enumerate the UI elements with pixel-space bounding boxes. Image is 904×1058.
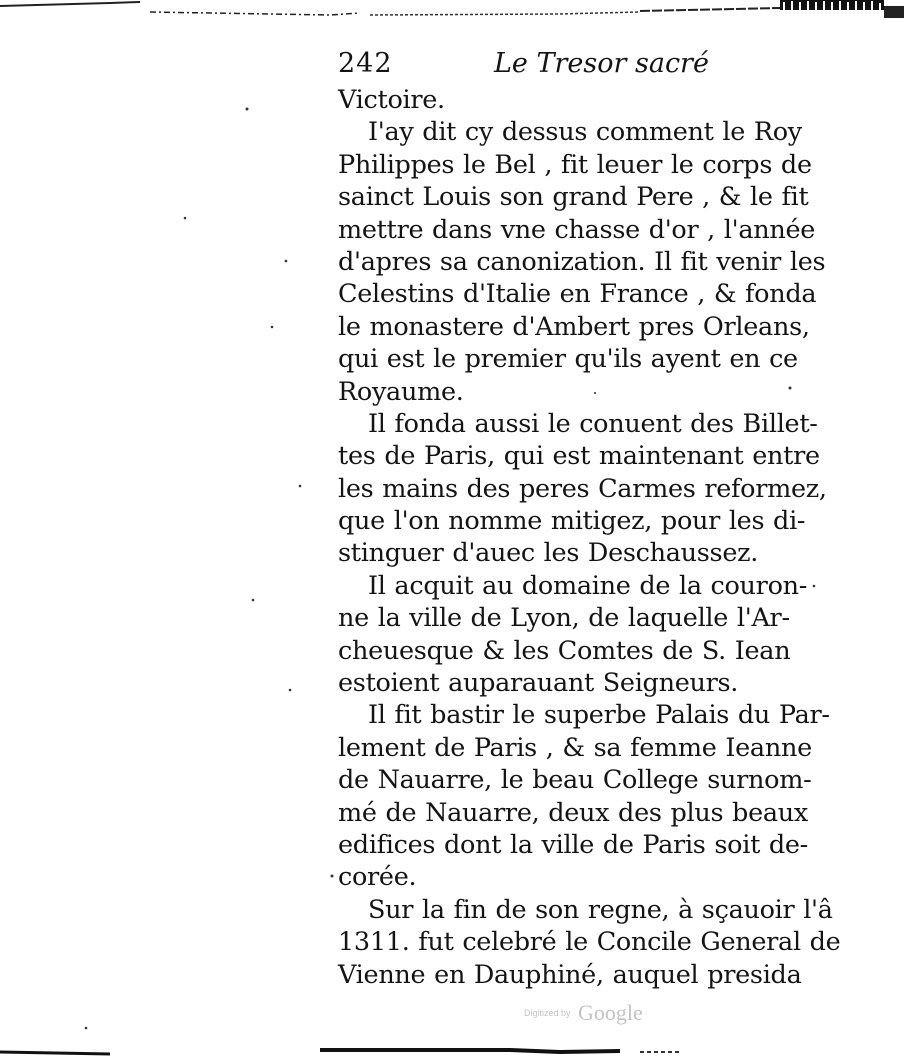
- text-line: I'ay dit cy dessus comment le Roy: [368, 117, 802, 148]
- text-line: Celestins d'Italie en France , & fonda: [338, 279, 817, 310]
- watermark-prefix: Digitized by: [524, 1008, 571, 1018]
- scan-edge-bottom: [0, 1040, 904, 1058]
- running-head: [338, 44, 788, 84]
- body-text: [338, 84, 841, 991]
- text-line: sainct Louis son grand Pere , & le fit: [338, 182, 809, 213]
- text-line: edifices dont la ville de Paris soit de-: [338, 829, 808, 860]
- text-line: Victoire.: [338, 85, 445, 115]
- text-line: Il fit bastir le superbe Palais du Par-: [368, 700, 830, 731]
- text-line: mettre dans vne chasse d'or , l'année: [338, 214, 816, 245]
- text-line: Royaume.: [338, 376, 464, 407]
- running-title: Le Tresor sacré: [494, 48, 709, 79]
- google-logo: Google: [577, 1000, 643, 1025]
- text-line: les mains des peres Carmes reformez,: [338, 473, 827, 504]
- text-line: Philippes le Bel , fit leuer le corps de: [338, 149, 812, 180]
- text-line: corée.: [338, 862, 417, 893]
- text-line: de Nauarre, le beau College surnom-: [338, 765, 812, 796]
- text-line: cheuesque & les Comtes de S. Iean: [338, 635, 791, 666]
- text-line: qui est le premier qu'ils ayent en ce: [338, 344, 798, 375]
- text-line: Il acquit au domaine de la couron-: [368, 570, 808, 601]
- scan-edge-top: [0, 0, 904, 22]
- text-line: lement de Paris , & sa femme Ieanne: [338, 732, 812, 763]
- text-line: Vienne en Dauphiné, auquel presida: [338, 959, 802, 990]
- digitized-by-google-watermark: [524, 1000, 643, 1028]
- text-line: ne la ville de Lyon, de laquelle l'Ar-: [338, 603, 790, 634]
- text-line: tes de Paris, qui est maintenant entre: [338, 441, 820, 472]
- text-line: le monastere d'Ambert pres Orleans,: [338, 311, 810, 342]
- text-line: 1311. fut celebré le Concile General de: [338, 927, 841, 958]
- text-line: que l'on nomme mitigez, pour les di-: [338, 506, 806, 537]
- text-line: Sur la fin de son regne, à sçauoir l'â: [368, 894, 833, 925]
- text-line: d'apres sa canonization. Il fit venir les: [338, 246, 826, 277]
- text-line: Il fonda aussi le conuent des Billet-: [368, 408, 818, 439]
- text-line: mé de Nauarre, deux des plus beaux: [338, 797, 808, 828]
- text-line: estoient auparauant Seigneurs.: [338, 668, 739, 699]
- page-number: 242: [338, 48, 393, 79]
- text-line: stinguer d'auec les Deschaussez.: [338, 538, 759, 569]
